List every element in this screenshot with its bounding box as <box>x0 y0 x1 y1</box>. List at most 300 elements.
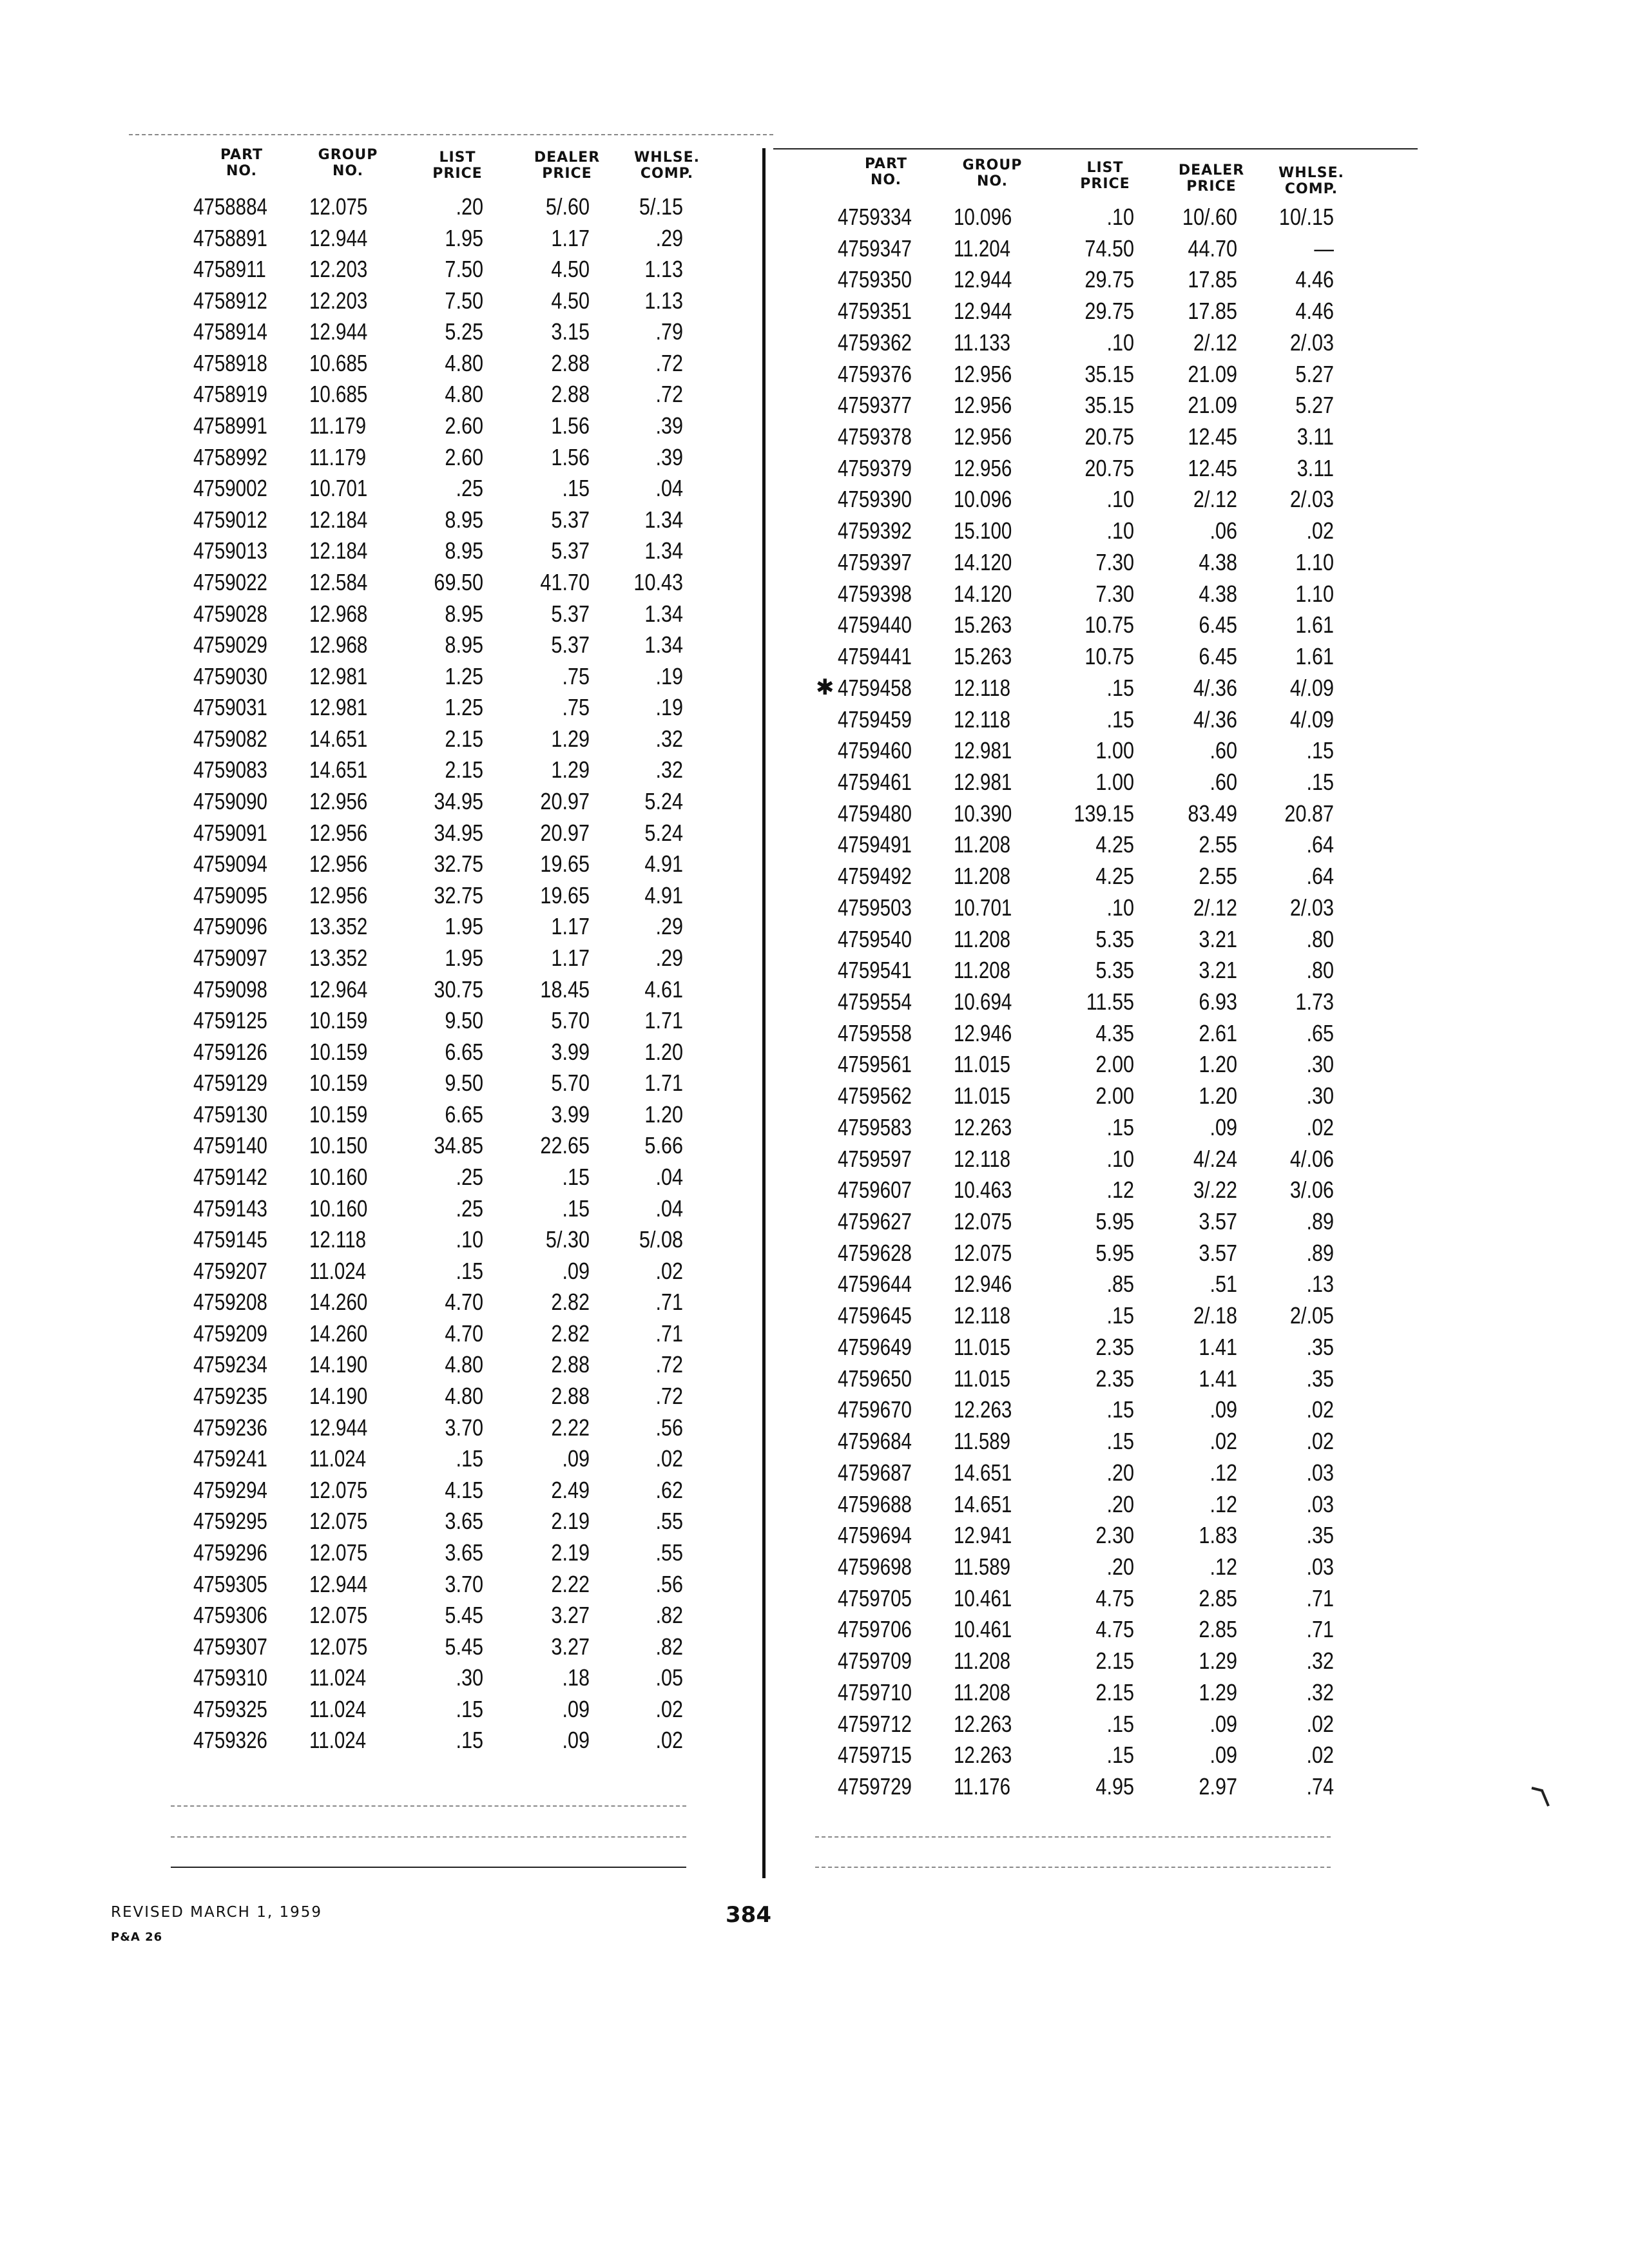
table-row <box>193 1724 812 1756</box>
cell-list: 4.75 <box>1095 1616 1134 1643</box>
table-row <box>193 1099 812 1130</box>
cell-list: .10 <box>1106 517 1134 544</box>
table-row <box>838 1739 1456 1771</box>
table-row <box>193 566 812 598</box>
table-row <box>838 327 1456 358</box>
cell-whlse: .55 <box>655 1539 683 1566</box>
cell-part: 4759082 <box>193 725 267 752</box>
cell-list: 8.95 <box>445 506 483 533</box>
table-row <box>193 785 812 817</box>
table-row <box>193 848 812 879</box>
cell-whlse: .89 <box>1306 1208 1334 1235</box>
cell-group: 12.964 <box>309 975 368 1003</box>
cell-list: .25 <box>456 1195 483 1222</box>
cell-list: 7.30 <box>1095 548 1134 575</box>
cell-part: 4759554 <box>838 988 912 1015</box>
cell-dealer: 2.88 <box>551 1383 590 1410</box>
cell-dealer: 3.21 <box>1199 957 1237 984</box>
table-row <box>838 1174 1456 1206</box>
cell-dealer: 3.27 <box>551 1633 590 1660</box>
cell-dealer: 1.20 <box>1199 1082 1237 1110</box>
cell-list: 10.75 <box>1084 611 1134 639</box>
cell-part: 4759209 <box>193 1320 267 1347</box>
cell-part: 4759376 <box>838 360 912 387</box>
cell-whlse: 4.61 <box>644 975 683 1003</box>
asterisk-icon: ✱ <box>816 675 834 700</box>
cell-part: 4759095 <box>193 881 267 908</box>
cell-group: 12.075 <box>954 1239 1012 1266</box>
cell-group: 12.941 <box>954 1522 1012 1549</box>
cell-part: 4759503 <box>838 894 912 921</box>
cell-group: 12.584 <box>309 568 368 595</box>
table-row <box>838 1237 1456 1269</box>
table-row <box>838 1206 1456 1237</box>
cell-part: 4759030 <box>193 662 267 689</box>
cell-group: 11.204 <box>954 235 1011 262</box>
cell-group: 11.179 <box>309 412 367 439</box>
cell-part: 4759326 <box>193 1727 267 1754</box>
cell-group: 14.190 <box>309 1383 368 1410</box>
cell-group: 12.184 <box>309 506 368 533</box>
cell-list: .20 <box>456 193 483 220</box>
cell-list: 5.95 <box>1095 1208 1134 1235</box>
cell-list: 2.00 <box>1095 1051 1134 1078</box>
cell-group: 14.120 <box>954 580 1012 607</box>
cell-list: 29.75 <box>1084 298 1134 325</box>
cell-whlse: 1.34 <box>644 631 683 658</box>
table-row <box>838 954 1456 986</box>
table-row <box>193 472 812 504</box>
cell-group: 15.100 <box>954 517 1012 544</box>
cell-part: 4759644 <box>838 1271 912 1298</box>
cell-whlse: .29 <box>655 913 683 940</box>
table-row <box>838 735 1456 766</box>
cell-whlse: 1.61 <box>1295 643 1334 670</box>
cell-group: 14.651 <box>954 1459 1012 1486</box>
cell-list: 5.35 <box>1095 925 1134 952</box>
cell-whlse: .65 <box>1306 1019 1334 1046</box>
cell-group: 10.159 <box>309 1038 368 1065</box>
cell-dealer: 18.45 <box>540 975 590 1003</box>
table-row <box>838 1613 1456 1645</box>
cell-whlse: .04 <box>655 475 683 502</box>
table-row <box>193 504 812 535</box>
cell-whlse: .35 <box>1306 1333 1334 1360</box>
cell-part: 4759096 <box>193 913 267 940</box>
cell-whlse: 4/.06 <box>1289 1145 1334 1172</box>
cell-part: 4759028 <box>193 600 267 627</box>
cell-dealer: 2.85 <box>1199 1616 1237 1643</box>
cell-part: 4759234 <box>193 1351 267 1378</box>
cell-list: 11.55 <box>1086 988 1134 1015</box>
table-row <box>838 923 1456 955</box>
cell-dealer: 2.61 <box>1199 1019 1237 1046</box>
table-row <box>816 672 1456 704</box>
cell-group: 12.263 <box>954 1113 1012 1140</box>
table-row <box>193 316 812 347</box>
cell-group: 12.118 <box>954 706 1011 733</box>
table-row <box>838 483 1456 515</box>
cell-group: 10.159 <box>309 1100 368 1128</box>
cell-list: .10 <box>1106 486 1134 513</box>
table-row <box>193 347 812 379</box>
cell-list: 7.50 <box>445 287 483 314</box>
cell-part: 4759098 <box>193 975 267 1003</box>
cell-part: 4759142 <box>193 1163 267 1190</box>
cell-list: 3.65 <box>445 1539 483 1566</box>
cell-list: 3.70 <box>445 1570 483 1597</box>
cell-list: 9.50 <box>445 1007 483 1034</box>
cell-dealer: 2.88 <box>551 381 590 408</box>
cell-list: 4.25 <box>1095 863 1134 890</box>
cell-dealer: 1.56 <box>551 412 590 439</box>
cell-group: 10.159 <box>309 1070 368 1097</box>
cell-dealer: 2.19 <box>551 1508 590 1535</box>
cell-dealer: 5.37 <box>551 537 590 564</box>
cell-dealer: 1.17 <box>551 944 590 971</box>
cell-dealer: .18 <box>562 1664 590 1691</box>
table-row <box>838 264 1456 295</box>
bottom-rule <box>171 1805 686 1807</box>
cell-whlse: .71 <box>655 1289 683 1316</box>
cell-part: 4758992 <box>193 443 267 470</box>
cell-list: .20 <box>1106 1459 1134 1486</box>
cell-list: .15 <box>1106 674 1134 701</box>
cell-list: 32.75 <box>434 850 483 878</box>
cell-group: 12.956 <box>954 360 1012 387</box>
cell-whlse: 2/.03 <box>1289 894 1334 921</box>
cell-group: 11.208 <box>954 1678 1011 1706</box>
cell-whlse: 1.73 <box>1295 988 1334 1015</box>
cell-group: 12.968 <box>309 600 368 627</box>
cell-list: 74.50 <box>1084 235 1134 262</box>
cell-dealer: 4.50 <box>551 287 590 314</box>
cell-part: 4759306 <box>193 1602 267 1629</box>
table-row <box>193 1662 812 1693</box>
table-row <box>193 253 812 285</box>
cell-part: 4759705 <box>838 1584 912 1611</box>
table-row <box>838 1488 1456 1520</box>
cell-part: 4759715 <box>838 1742 912 1769</box>
cell-list: .85 <box>1106 1271 1134 1298</box>
cell-group: 10.685 <box>309 381 368 408</box>
cell-list: .15 <box>456 1727 483 1754</box>
cell-group: 12.118 <box>309 1226 367 1253</box>
cell-part: 4759441 <box>838 643 912 670</box>
cell-dealer: .75 <box>562 662 590 689</box>
cell-list: .15 <box>1106 1710 1134 1737</box>
cell-whlse: .35 <box>1306 1522 1334 1549</box>
cell-dealer: 12.45 <box>1188 423 1237 450</box>
bottom-rule <box>171 1836 686 1838</box>
cell-dealer: 2.82 <box>551 1320 590 1347</box>
cell-group: 15.263 <box>954 643 1012 670</box>
table-row <box>193 378 812 410</box>
cell-part: 4759013 <box>193 537 267 564</box>
table-row <box>838 515 1456 546</box>
cell-dealer: 21.09 <box>1188 360 1237 387</box>
cell-whlse: .72 <box>655 349 683 376</box>
cell-dealer: 1.41 <box>1199 1333 1237 1360</box>
table-row <box>193 1255 812 1287</box>
cell-group: 10.463 <box>954 1177 1012 1204</box>
cell-part: 4758919 <box>193 381 267 408</box>
cell-group: 10.160 <box>309 1163 368 1190</box>
cell-group: 12.118 <box>954 674 1011 701</box>
cell-group: 14.651 <box>309 725 368 752</box>
cell-part: 4759130 <box>193 1100 267 1128</box>
table-row <box>838 578 1456 610</box>
bottom-rule <box>815 1836 1331 1838</box>
cell-part: 4759687 <box>838 1459 912 1486</box>
cell-list: 5.25 <box>445 318 483 345</box>
cell-group: 13.352 <box>309 944 368 971</box>
header-dealer-price: DEALER PRICE <box>1178 162 1245 195</box>
cell-group: 12.956 <box>954 423 1012 450</box>
cell-part: 4759090 <box>193 788 267 815</box>
table-row <box>838 452 1456 484</box>
cell-part: 4759091 <box>193 819 267 846</box>
table-row <box>838 1143 1456 1175</box>
cell-dealer: 6.93 <box>1199 988 1237 1015</box>
cell-whlse: 2/.03 <box>1289 486 1334 513</box>
table-row <box>838 546 1456 578</box>
cell-group: 12.075 <box>309 1539 368 1566</box>
cell-list: .10 <box>1106 1145 1134 1172</box>
table-row <box>838 389 1456 421</box>
cell-list: 20.75 <box>1084 423 1134 450</box>
cell-whlse: .64 <box>1306 831 1334 858</box>
cell-part: 4759379 <box>838 454 912 481</box>
table-row <box>193 535 812 566</box>
cell-dealer: 2/.12 <box>1193 486 1237 513</box>
cell-list: 2.15 <box>445 756 483 783</box>
cell-part: 4759305 <box>193 1570 267 1597</box>
cell-list: 139.15 <box>1074 800 1134 827</box>
table-row <box>193 1129 812 1161</box>
cell-dealer: .09 <box>1210 1113 1237 1140</box>
cell-whlse: 10.43 <box>633 568 683 595</box>
cell-group: 14.651 <box>954 1490 1012 1517</box>
cell-part: 4759627 <box>838 1208 912 1235</box>
cell-dealer: 2.49 <box>551 1476 590 1503</box>
cell-whlse: .64 <box>1306 863 1334 890</box>
cell-whlse: 5.27 <box>1295 360 1334 387</box>
cell-group: 12.075 <box>954 1208 1012 1235</box>
cell-part: 4759709 <box>838 1648 912 1675</box>
header-part-no: PART NO. <box>220 147 264 179</box>
table-row <box>193 1599 812 1631</box>
cell-dealer: 5.37 <box>551 506 590 533</box>
cell-part: 4759492 <box>838 863 912 890</box>
cell-dealer: .09 <box>562 1445 590 1472</box>
cell-whlse: 4.91 <box>644 881 683 908</box>
cell-list: 30.75 <box>434 975 483 1003</box>
cell-dealer: 19.65 <box>540 881 590 908</box>
cell-dealer: 1.17 <box>551 224 590 251</box>
cell-dealer: .51 <box>1210 1271 1237 1298</box>
cell-list: 35.15 <box>1084 360 1134 387</box>
cell-list: 1.00 <box>1095 737 1134 764</box>
cell-group: 12.944 <box>309 1414 368 1441</box>
cell-dealer: 3.57 <box>1199 1239 1237 1266</box>
table-row <box>838 1582 1456 1614</box>
cell-group: 11.024 <box>309 1727 367 1754</box>
cell-list: .15 <box>1106 1302 1134 1329</box>
cell-part: 4759129 <box>193 1070 267 1097</box>
cell-whlse: 4.91 <box>644 850 683 878</box>
cell-group: 10.461 <box>954 1584 1012 1611</box>
cell-part: 4758918 <box>193 349 267 376</box>
table-row <box>193 1631 812 1662</box>
cell-list: 2.30 <box>1095 1522 1134 1549</box>
cell-list: .10 <box>1106 329 1134 356</box>
cell-group: 12.118 <box>954 1145 1011 1172</box>
cell-dealer: .12 <box>1210 1553 1237 1580</box>
cell-whlse: .32 <box>1306 1648 1334 1675</box>
cell-part: 4759362 <box>838 329 912 356</box>
cell-dealer: 5/.60 <box>545 193 590 220</box>
cell-group: 12.956 <box>309 788 368 815</box>
cell-group: 10.685 <box>309 349 368 376</box>
cell-dealer: 1.41 <box>1199 1365 1237 1392</box>
cell-dealer: .15 <box>562 1163 590 1190</box>
cell-part: 4759460 <box>838 737 912 764</box>
cell-whlse: 2/.03 <box>1289 329 1334 356</box>
cell-list: 32.75 <box>434 881 483 908</box>
cell-group: 11.208 <box>954 831 1011 858</box>
cell-group: 12.263 <box>954 1710 1012 1737</box>
cell-list: 2.35 <box>1095 1365 1134 1392</box>
cell-whlse: — <box>1314 235 1334 262</box>
cell-whlse: .15 <box>1306 737 1334 764</box>
table-row <box>838 1394 1456 1425</box>
table-row <box>838 295 1456 327</box>
cell-part: 4759461 <box>838 768 912 795</box>
table-row <box>838 1363 1456 1394</box>
cell-group: 11.024 <box>309 1695 367 1722</box>
cell-list: 2.60 <box>445 443 483 470</box>
cell-whlse: .72 <box>655 1351 683 1378</box>
cell-whlse: .89 <box>1306 1239 1334 1266</box>
cell-whlse: .71 <box>1306 1616 1334 1643</box>
cell-whlse: 4.46 <box>1295 266 1334 293</box>
form-code: P&A 26 <box>111 1930 163 1944</box>
cell-list: .12 <box>1106 1177 1134 1204</box>
cell-list: 4.25 <box>1095 831 1134 858</box>
cell-part: 4759541 <box>838 957 912 984</box>
cell-part: 4759649 <box>838 1333 912 1360</box>
cell-dealer: 2/.12 <box>1193 329 1237 356</box>
cell-whlse: .30 <box>1306 1051 1334 1078</box>
cell-dealer: 4.50 <box>551 256 590 283</box>
cell-group: 11.179 <box>309 443 367 470</box>
cell-dealer: 1.56 <box>551 443 590 470</box>
cell-list: 6.65 <box>445 1100 483 1128</box>
cell-group: 11.208 <box>954 863 1011 890</box>
cell-list: 8.95 <box>445 600 483 627</box>
cell-whlse: .02 <box>1306 1710 1334 1737</box>
cell-whlse: .71 <box>1306 1584 1334 1611</box>
cell-whlse: .35 <box>1306 1365 1334 1392</box>
header-whlse-comp: WHLSE. COMP. <box>1278 165 1344 197</box>
cell-group: 12.956 <box>309 881 368 908</box>
cell-list: 5.45 <box>445 1633 483 1660</box>
cell-list: 4.80 <box>445 381 483 408</box>
cell-whlse: .82 <box>655 1602 683 1629</box>
cell-dealer: .12 <box>1210 1490 1237 1517</box>
cell-dealer: .15 <box>562 475 590 502</box>
cell-whlse: 3.11 <box>1296 423 1334 450</box>
cell-whlse: 1.13 <box>644 287 683 314</box>
cell-list: .15 <box>1106 706 1134 733</box>
cell-list: .15 <box>456 1445 483 1472</box>
table-row <box>838 704 1456 735</box>
cell-part: 4759670 <box>838 1396 912 1423</box>
cell-whlse: 1.10 <box>1295 548 1334 575</box>
cell-whlse: 1.10 <box>1295 580 1334 607</box>
cell-group: 14.120 <box>954 548 1012 575</box>
cell-whlse: 1.61 <box>1295 611 1334 639</box>
cell-list: 2.35 <box>1095 1333 1134 1360</box>
cell-whlse: .80 <box>1306 925 1334 952</box>
cell-whlse: 4.46 <box>1295 298 1334 325</box>
cell-whlse: .62 <box>655 1476 683 1503</box>
cell-dealer: .09 <box>1210 1710 1237 1737</box>
cell-part: 4759347 <box>838 235 912 262</box>
cell-whlse: .82 <box>655 1633 683 1660</box>
cell-part: 4759378 <box>838 423 912 450</box>
cell-group: 14.190 <box>309 1351 368 1378</box>
cell-whlse: .32 <box>1306 1678 1334 1706</box>
cell-group: 10.390 <box>954 800 1012 827</box>
cell-whlse: 1.71 <box>644 1070 683 1097</box>
cell-list: 4.75 <box>1095 1584 1134 1611</box>
cell-list: 2.15 <box>1095 1678 1134 1706</box>
cell-dealer: .09 <box>1210 1742 1237 1769</box>
cell-dealer: .09 <box>562 1257 590 1284</box>
cell-dealer: 2/.12 <box>1193 894 1237 921</box>
cell-list: 4.80 <box>445 349 483 376</box>
table-row <box>193 1193 812 1224</box>
revised-date: REVISED MARCH 1, 1959 <box>111 1904 323 1921</box>
table-row <box>838 1708 1456 1740</box>
cell-whlse: .05 <box>655 1664 683 1691</box>
cell-dealer: 10/.60 <box>1182 204 1237 230</box>
table-row <box>193 629 812 660</box>
cell-whlse: .29 <box>655 944 683 971</box>
cell-part: 4759208 <box>193 1289 267 1316</box>
cell-dealer: 4.38 <box>1199 548 1237 575</box>
cell-part: 4759558 <box>838 1019 912 1046</box>
cell-part: 4759390 <box>838 486 912 513</box>
cell-part: 4759083 <box>193 756 267 783</box>
cell-part: 4759241 <box>193 1445 267 1472</box>
cell-whlse: .56 <box>655 1414 683 1441</box>
cell-part: 4759145 <box>193 1226 267 1253</box>
header-group-no: GROUP NO. <box>962 157 1023 189</box>
cell-dealer: 1.20 <box>1199 1051 1237 1078</box>
top-rule-left <box>129 134 773 135</box>
table-row <box>193 1505 812 1537</box>
cell-list: .15 <box>456 1257 483 1284</box>
bottom-rule <box>171 1867 686 1868</box>
cell-part: 4759377 <box>838 392 912 419</box>
cell-whlse: 1.34 <box>644 600 683 627</box>
cell-dealer: 3.15 <box>551 318 590 345</box>
cell-dealer: .02 <box>1210 1428 1237 1455</box>
page-number: 384 <box>726 1902 771 1928</box>
